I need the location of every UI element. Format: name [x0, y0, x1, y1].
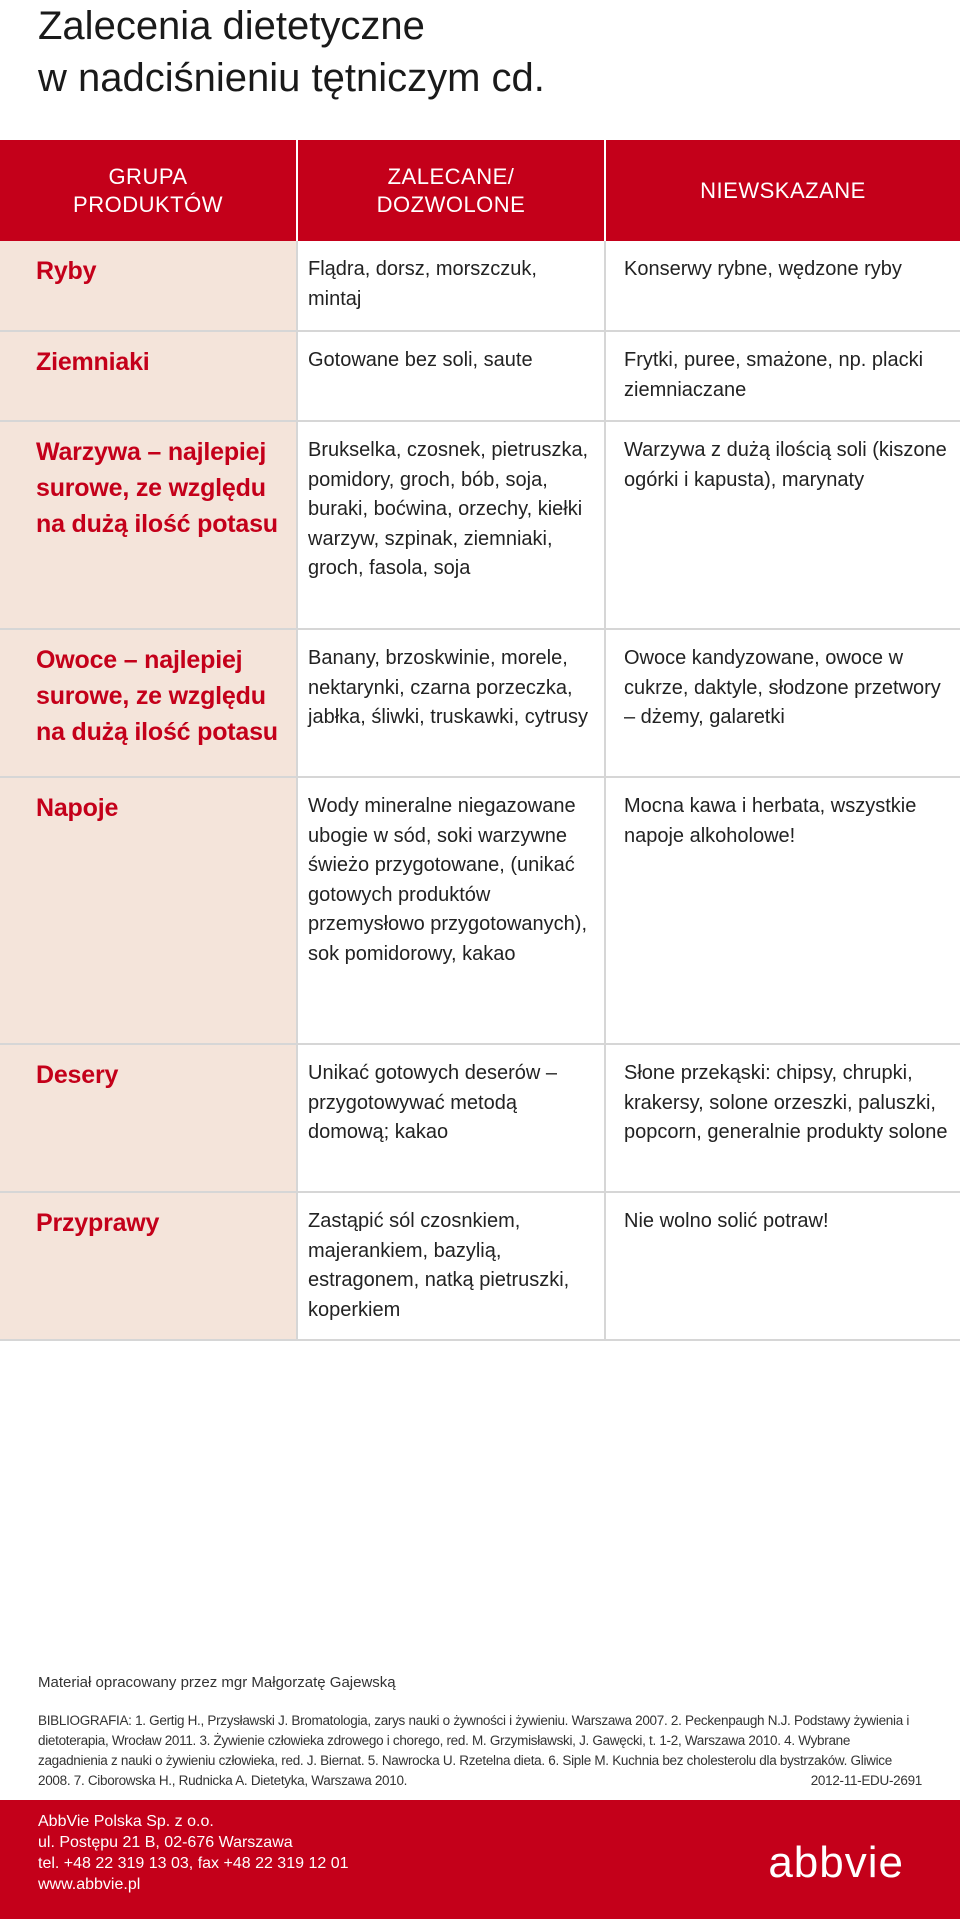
- header-label: GRUPA: [108, 163, 188, 189]
- website-link[interactable]: www.abbvie.pl: [38, 1876, 141, 1893]
- table-row: [0, 1192, 960, 1340]
- page-title-line-2: w nadciśnieniu tętniczym cd.: [38, 56, 545, 100]
- page-title: [38, 0, 938, 104]
- group-cell: Ryby: [0, 241, 297, 331]
- table-row: [0, 629, 960, 777]
- page-title-line-1: Zalecenia dietetyczne: [38, 4, 425, 48]
- recommended-cell: Banany, brzoskwinie, morele, nektarynki, czarna porzeczka, jabłka, śliwki, truskawki, cytrusy: [297, 629, 605, 777]
- street-address: ul. Postępu 21 B, 02-676 Warszawa: [38, 1834, 293, 1851]
- not-recommended-cell: Mocna kawa i herbata, wszystkie napoje alkoholowe!: [605, 777, 960, 1044]
- diet-table: [0, 140, 960, 1341]
- not-recommended-cell: Konserwy rybne, wędzone ryby: [605, 241, 960, 331]
- recommended-cell: Wody mineralne niegazowane ubogie w sód, soki warzywne świeżo przygotowane, (unikać gotowych produktów przemysłowo przygotowanych), sok pomidorowy, kakao: [297, 777, 605, 1044]
- footer-bar: [0, 1800, 960, 1919]
- company-address: [38, 1811, 348, 1895]
- table-row: [0, 331, 960, 421]
- group-cell: Przyprawy: [0, 1192, 297, 1340]
- table-row: [0, 421, 960, 629]
- recommended-cell: Zastąpić sól czosnkiem, majerankiem, bazylią, estragonem, natką pietruszki, koperkiem: [297, 1192, 605, 1340]
- group-cell: Warzywa – najlepiej surowe, ze względu na dużą ilość potasu: [0, 421, 297, 629]
- recommended-cell: Flądra, dorsz, morszczuk, mintaj: [297, 241, 605, 331]
- company-name: AbbVie Polska Sp. z o.o.: [38, 1813, 214, 1830]
- header-label: ZALECANE/: [387, 163, 515, 189]
- not-recommended-cell: Warzywa z dużą ilością soli (kiszone ogórki i kapusta), marynaty: [605, 421, 960, 629]
- recommended-cell: Unikać gotowych deserów – przygotowywać metodą domową; kakao: [297, 1044, 605, 1192]
- group-cell: Napoje: [0, 777, 297, 1044]
- group-cell: Owoce – najlepiej surowe, ze względu na dużą ilość potasu: [0, 629, 297, 777]
- table-row: [0, 241, 960, 331]
- not-recommended-cell: Owoce kandyzowane, owoce w cukrze, daktyle, słodzone przetwory – dżemy, galaretki: [605, 629, 960, 777]
- table-row: [0, 1044, 960, 1192]
- header-label: DOZWOLONE: [376, 191, 526, 217]
- bibliography: [38, 1711, 922, 1791]
- not-recommended-cell: Słone przekąski: chipsy, chrupki, krakersy, solone orzeszki, paluszki, popcorn, generalnie produkty solone: [605, 1044, 960, 1192]
- header-recommended: [297, 140, 605, 241]
- table-header-row: [0, 140, 960, 241]
- not-recommended-cell: Nie wolno solić potraw!: [605, 1192, 960, 1340]
- recommended-cell: Gotowane bez soli, saute: [297, 331, 605, 421]
- phone-fax: tel. +48 22 319 13 03, fax +48 22 319 12 01: [38, 1855, 349, 1872]
- bibliography-text: BIBLIOGRAFIA: 1. Gertig H., Przysławski J. Bromatologia, zarys nauki o żywności i żywieniu. Warszawa 2007. 2. Peckenpaugh N.J. Podstawy żywienia i dietoterapia, Wrocław 2011. 3. Żywienie człowieka zdrowego i chorego, red. M. Grzymisławski, J. Gawęcki, t. 1-2, Warszawa 2010. 4. Wybrane zagadnienia z nauki o żywieniu człowieka, red. J. Biernat. 5. Nawrocka U. Rzetelna dieta. 6. Siple M. Kuchnia bez cholesterolu dla bystrzaków. Gliwice 2008. 7. Ciborowska H., Rudnicka A. Dietetyka, Warszawa 2010.: [38, 1713, 910, 1788]
- document-code: 2012-11-EDU-2691: [810, 1773, 922, 1788]
- table-row: [0, 777, 960, 1044]
- header-label: NIEWSKAZANE: [700, 177, 866, 203]
- group-cell: Desery: [0, 1044, 297, 1192]
- group-cell: Ziemniaki: [0, 331, 297, 421]
- recommended-cell: Brukselka, czosnek, pietruszka, pomidory, groch, bób, soja, buraki, boćwina, orzechy, kiełki warzyw, szpinak, ziemniaki, groch, fasola, soja: [297, 421, 605, 629]
- header-label: PRODUKTÓW: [73, 191, 223, 217]
- not-recommended-cell: Frytki, puree, smażone, np. placki ziemniaczane: [605, 331, 960, 421]
- abbvie-logo: abbvie: [768, 1838, 904, 1887]
- header-product-group: [0, 140, 297, 241]
- author-credit: Materiał opracowany przez mgr Małgorzatę Gajewską: [38, 1674, 396, 1691]
- header-not-recommended: [605, 140, 960, 241]
